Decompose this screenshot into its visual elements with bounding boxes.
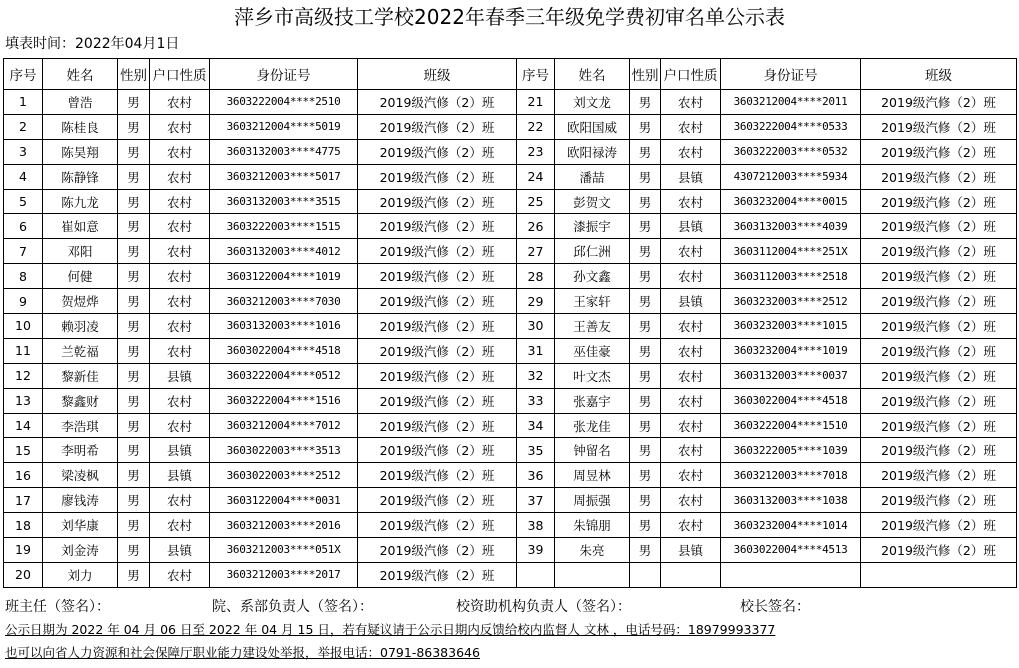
- cell-id: 3603212004****7012: [210, 413, 358, 438]
- header-class: 班级: [861, 59, 1017, 90]
- header-hukou: 户口性质: [661, 59, 721, 90]
- cell-id: 3603212003****7018: [721, 463, 861, 488]
- cell-sex: 男: [630, 114, 661, 139]
- cell-sex: 男: [630, 488, 661, 513]
- cell-seq: 37: [517, 488, 555, 513]
- cell-sex: 男: [630, 388, 661, 413]
- table-row: [4, 463, 1017, 488]
- cell-sex: 男: [118, 239, 150, 264]
- cell-id: [721, 562, 861, 587]
- cell-sex: 男: [118, 214, 150, 239]
- cell-id: 3603132003****4012: [210, 239, 358, 264]
- roster-body: [4, 90, 1017, 588]
- cell-id: 3603232004****0015: [721, 189, 861, 214]
- cell-sex: 男: [630, 139, 661, 164]
- cell-seq: 20: [4, 562, 43, 587]
- cell-id: 3603132003****4039: [721, 214, 861, 239]
- cell-name: 朱亮: [555, 538, 630, 563]
- cell-sex: 男: [118, 90, 150, 115]
- cell-hukou: 农村: [661, 513, 721, 538]
- cell-seq: 39: [517, 538, 555, 563]
- cell-class: 2019级汽修（2）班: [861, 338, 1017, 363]
- cell-id: 3603122004****1019: [210, 264, 358, 289]
- header-sex: 性别: [118, 59, 150, 90]
- cell-id: 3603222003****1515: [210, 214, 358, 239]
- table-row: [4, 164, 1017, 189]
- cell-sex: 男: [630, 513, 661, 538]
- cell-name: 刘华康: [43, 513, 118, 538]
- table-row: [4, 139, 1017, 164]
- cell-name: 周昱林: [555, 463, 630, 488]
- cell-id: 3603222004****0512: [210, 363, 358, 388]
- cell-hukou: 农村: [150, 413, 210, 438]
- cell-sex: 男: [630, 338, 661, 363]
- cell-seq: [517, 562, 555, 587]
- cell-class: 2019级汽修（2）班: [358, 413, 517, 438]
- cell-name: 梁凌枫: [43, 463, 118, 488]
- cell-id: 3603022004****4518: [210, 338, 358, 363]
- cell-hukou: 农村: [150, 90, 210, 115]
- cell-hukou: 县镇: [661, 289, 721, 314]
- header-hukou: 户口性质: [150, 59, 210, 90]
- cell-id: 3603022003****2512: [210, 463, 358, 488]
- cell-sex: 男: [630, 363, 661, 388]
- cell-class: 2019级汽修（2）班: [861, 413, 1017, 438]
- cell-id: 3603212004****5019: [210, 114, 358, 139]
- cell-hukou: 农村: [661, 139, 721, 164]
- cell-hukou: 农村: [150, 488, 210, 513]
- cell-class: 2019级汽修（2）班: [861, 463, 1017, 488]
- table-row: [4, 488, 1017, 513]
- cell-seq: 13: [4, 388, 43, 413]
- cell-hukou: 农村: [661, 90, 721, 115]
- cell-class: 2019级汽修（2）班: [861, 314, 1017, 339]
- table-row: [4, 214, 1017, 239]
- cell-name: 叶文杰: [555, 363, 630, 388]
- cell-name: 黎新佳: [43, 363, 118, 388]
- cell-hukou: 农村: [150, 388, 210, 413]
- cell-name: 王善友: [555, 314, 630, 339]
- cell-class: 2019级汽修（2）班: [358, 363, 517, 388]
- cell-id: 3603222005****1039: [721, 438, 861, 463]
- cell-id: 3603232003****1015: [721, 314, 861, 339]
- cell-name: 朱锦朋: [555, 513, 630, 538]
- cell-sex: 男: [118, 114, 150, 139]
- cell-name: 巫佳豪: [555, 338, 630, 363]
- cell-name: 王家轩: [555, 289, 630, 314]
- cell-id: 3603222004****2510: [210, 90, 358, 115]
- cell-class: [861, 562, 1017, 587]
- cell-sex: 男: [118, 413, 150, 438]
- aid-head-signature: 校资助机构负责人（签名）：: [456, 599, 631, 615]
- cell-class: 2019级汽修（2）班: [861, 264, 1017, 289]
- cell-class: 2019级汽修（2）班: [861, 189, 1017, 214]
- cell-hukou: 农村: [150, 314, 210, 339]
- table-row: [4, 438, 1017, 463]
- cell-name: 李浩琪: [43, 413, 118, 438]
- cell-id: 3603132003****1038: [721, 488, 861, 513]
- cell-name: 欧阳国威: [555, 114, 630, 139]
- cell-name: 钟留名: [555, 438, 630, 463]
- cell-sex: 男: [118, 388, 150, 413]
- cell-class: 2019级汽修（2）班: [358, 289, 517, 314]
- cell-class: 2019级汽修（2）班: [358, 114, 517, 139]
- cell-name: 李明希: [43, 438, 118, 463]
- cell-name: 彭贺文: [555, 189, 630, 214]
- cell-hukou: 农村: [150, 239, 210, 264]
- cell-sex: 男: [118, 513, 150, 538]
- cell-class: 2019级汽修（2）班: [861, 438, 1017, 463]
- cell-sex: 男: [630, 214, 661, 239]
- cell-class: 2019级汽修（2）班: [358, 388, 517, 413]
- cell-hukou: 县镇: [150, 463, 210, 488]
- cell-seq: 3: [4, 139, 43, 164]
- cell-hukou: 农村: [150, 189, 210, 214]
- header-name: 姓名: [43, 59, 118, 90]
- cell-name: 陈静锋: [43, 164, 118, 189]
- header-class: 班级: [358, 59, 517, 90]
- cell-hukou: 农村: [150, 264, 210, 289]
- cell-sex: 男: [118, 463, 150, 488]
- cell-seq: 22: [517, 114, 555, 139]
- cell-sex: 男: [118, 363, 150, 388]
- cell-seq: 18: [4, 513, 43, 538]
- cell-id: 3603132003****4775: [210, 139, 358, 164]
- cell-hukou: 农村: [661, 239, 721, 264]
- cell-sex: 男: [630, 314, 661, 339]
- cell-id: 3603122004****0031: [210, 488, 358, 513]
- cell-hukou: 农村: [661, 413, 721, 438]
- table-row: [4, 388, 1017, 413]
- cell-class: 2019级汽修（2）班: [358, 513, 517, 538]
- cell-id: 3603112004****251X: [721, 239, 861, 264]
- cell-id: 3603212003****2016: [210, 513, 358, 538]
- cell-class: 2019级汽修（2）班: [358, 488, 517, 513]
- table-row: [4, 513, 1017, 538]
- cell-sex: 男: [630, 239, 661, 264]
- cell-class: 2019级汽修（2）班: [861, 239, 1017, 264]
- cell-seq: 10: [4, 314, 43, 339]
- cell-id: 3603132003****1016: [210, 314, 358, 339]
- cell-id: 3603132003****3515: [210, 189, 358, 214]
- table-row: [4, 189, 1017, 214]
- cell-name: 陈桂良: [43, 114, 118, 139]
- cell-name: 邱仁洲: [555, 239, 630, 264]
- roster-table: [3, 58, 1017, 588]
- cell-sex: 男: [630, 164, 661, 189]
- cell-hukou: [661, 562, 721, 587]
- cell-hukou: 农村: [661, 438, 721, 463]
- cell-hukou: 农村: [150, 338, 210, 363]
- cell-class: 2019级汽修（2）班: [861, 114, 1017, 139]
- cell-name: 兰乾福: [43, 338, 118, 363]
- cell-id: 3603212003****7030: [210, 289, 358, 314]
- cell-seq: 12: [4, 363, 43, 388]
- cell-seq: 32: [517, 363, 555, 388]
- cell-seq: 17: [4, 488, 43, 513]
- cell-id: 3603222004****1516: [210, 388, 358, 413]
- cell-seq: 35: [517, 438, 555, 463]
- table-row: [4, 314, 1017, 339]
- cell-seq: 28: [517, 264, 555, 289]
- table-row: [4, 289, 1017, 314]
- cell-class: 2019级汽修（2）班: [861, 90, 1017, 115]
- fill-date: 填表时间：2022年04月1日: [5, 36, 180, 52]
- table-row: [4, 413, 1017, 438]
- cell-hukou: 农村: [150, 214, 210, 239]
- cell-id: 3603022004****4513: [721, 538, 861, 563]
- cell-name: 刘力: [43, 562, 118, 587]
- cell-seq: 33: [517, 388, 555, 413]
- cell-class: 2019级汽修（2）班: [861, 214, 1017, 239]
- cell-name: 陈昊翔: [43, 139, 118, 164]
- cell-hukou: 农村: [661, 363, 721, 388]
- cell-hukou: 农村: [661, 114, 721, 139]
- cell-seq: 29: [517, 289, 555, 314]
- cell-seq: 19: [4, 538, 43, 563]
- cell-seq: 1: [4, 90, 43, 115]
- cell-seq: 15: [4, 438, 43, 463]
- header-sex: 性别: [630, 59, 661, 90]
- cell-class: 2019级汽修（2）班: [358, 239, 517, 264]
- cell-sex: 男: [630, 289, 661, 314]
- cell-id: 3603212004****2011: [721, 90, 861, 115]
- cell-id: 3603212003****2017: [210, 562, 358, 587]
- cell-sex: 男: [118, 538, 150, 563]
- cell-name: 张龙佳: [555, 413, 630, 438]
- cell-hukou: 农村: [661, 463, 721, 488]
- cell-hukou: 县镇: [150, 538, 210, 563]
- notice-line-2: 也可以向省人力资源和社会保障厅职业能力建设处举报，举报电话：0791-86383646: [5, 645, 480, 660]
- cell-hukou: 县镇: [150, 363, 210, 388]
- cell-hukou: 农村: [661, 338, 721, 363]
- cell-id: 3603212003****5017: [210, 164, 358, 189]
- cell-sex: 男: [118, 289, 150, 314]
- cell-name: 崔如意: [43, 214, 118, 239]
- cell-hukou: 农村: [150, 289, 210, 314]
- class-teacher-signature: 班主任（签名）：: [5, 599, 110, 615]
- cell-id: 3603222004****0533: [721, 114, 861, 139]
- cell-name: 潘喆: [555, 164, 630, 189]
- cell-sex: 男: [118, 488, 150, 513]
- header-id: 身份证号: [210, 59, 358, 90]
- cell-id: 3603112003****2518: [721, 264, 861, 289]
- cell-seq: 38: [517, 513, 555, 538]
- cell-class: 2019级汽修（2）班: [358, 338, 517, 363]
- cell-seq: 5: [4, 189, 43, 214]
- cell-seq: 31: [517, 338, 555, 363]
- cell-id: 3603132003****0037: [721, 363, 861, 388]
- header-row: [4, 59, 1017, 90]
- cell-sex: 男: [630, 438, 661, 463]
- cell-sex: 男: [630, 189, 661, 214]
- cell-hukou: 县镇: [150, 438, 210, 463]
- cell-id: 3603232004****1019: [721, 338, 861, 363]
- cell-sex: 男: [118, 264, 150, 289]
- cell-name: 何健: [43, 264, 118, 289]
- cell-sex: 男: [118, 314, 150, 339]
- cell-sex: 男: [118, 338, 150, 363]
- cell-id: 3603222003****0532: [721, 139, 861, 164]
- cell-name: 贺煜烨: [43, 289, 118, 314]
- cell-name: 陈九龙: [43, 189, 118, 214]
- cell-class: 2019级汽修（2）班: [861, 488, 1017, 513]
- cell-seq: 8: [4, 264, 43, 289]
- principal-signature: 校长签名：: [740, 599, 810, 615]
- cell-hukou: 县镇: [661, 214, 721, 239]
- cell-seq: 2: [4, 114, 43, 139]
- cell-seq: 6: [4, 214, 43, 239]
- cell-id: 3603022003****3513: [210, 438, 358, 463]
- table-row: [4, 264, 1017, 289]
- cell-class: 2019级汽修（2）班: [358, 189, 517, 214]
- cell-id: 3603232003****2512: [721, 289, 861, 314]
- cell-sex: 男: [630, 264, 661, 289]
- table-row: [4, 114, 1017, 139]
- table-row: [4, 538, 1017, 563]
- header-id: 身份证号: [721, 59, 861, 90]
- cell-class: 2019级汽修（2）班: [358, 164, 517, 189]
- cell-class: 2019级汽修（2）班: [861, 388, 1017, 413]
- cell-hukou: 农村: [661, 264, 721, 289]
- cell-id: 3603212003****051X: [210, 538, 358, 563]
- cell-name: 欧阳禄涛: [555, 139, 630, 164]
- cell-seq: 14: [4, 413, 43, 438]
- cell-seq: 24: [517, 164, 555, 189]
- cell-name: 刘金涛: [43, 538, 118, 563]
- cell-id: 3603222004****1510: [721, 413, 861, 438]
- cell-sex: 男: [118, 438, 150, 463]
- cell-sex: 男: [630, 90, 661, 115]
- cell-hukou: 农村: [661, 314, 721, 339]
- header-seq: 序号: [517, 59, 555, 90]
- cell-seq: 21: [517, 90, 555, 115]
- table-row: [4, 239, 1017, 264]
- cell-name: 邓阳: [43, 239, 118, 264]
- cell-class: 2019级汽修（2）班: [861, 363, 1017, 388]
- cell-class: 2019级汽修（2）班: [358, 463, 517, 488]
- cell-hukou: 农村: [150, 164, 210, 189]
- cell-name: 周振强: [555, 488, 630, 513]
- cell-class: 2019级汽修（2）班: [861, 538, 1017, 563]
- cell-hukou: 农村: [661, 488, 721, 513]
- cell-class: 2019级汽修（2）班: [358, 90, 517, 115]
- cell-name: 黎鑫财: [43, 388, 118, 413]
- cell-id: 4307212003****5934: [721, 164, 861, 189]
- cell-hukou: 县镇: [661, 164, 721, 189]
- cell-hukou: 县镇: [661, 538, 721, 563]
- header-seq: 序号: [4, 59, 43, 90]
- dept-head-signature: 院、系部负责人（签名）：: [212, 599, 373, 615]
- cell-id: 3603022004****4518: [721, 388, 861, 413]
- cell-class: 2019级汽修（2）班: [861, 164, 1017, 189]
- cell-class: 2019级汽修（2）班: [861, 513, 1017, 538]
- cell-sex: 男: [630, 538, 661, 563]
- cell-seq: 23: [517, 139, 555, 164]
- cell-sex: 男: [118, 164, 150, 189]
- table-row: [4, 90, 1017, 115]
- cell-class: 2019级汽修（2）班: [358, 562, 517, 587]
- cell-hukou: 农村: [661, 189, 721, 214]
- cell-name: 廖钱涛: [43, 488, 118, 513]
- cell-class: 2019级汽修（2）班: [358, 538, 517, 563]
- cell-name: 漆振宇: [555, 214, 630, 239]
- cell-sex: 男: [118, 562, 150, 587]
- cell-name: 刘文龙: [555, 90, 630, 115]
- cell-name: 赖羽凌: [43, 314, 118, 339]
- cell-class: 2019级汽修（2）班: [861, 289, 1017, 314]
- cell-sex: 男: [630, 463, 661, 488]
- cell-seq: 16: [4, 463, 43, 488]
- notice-line-1: 公示日期为 2022 年 04 月 06 日至 2022 年 04 月 15 日，若有疑议请于公示日期内反馈给校内监督人 文林 ，电话号码：18979993377: [5, 622, 776, 637]
- cell-id: 3603232004****1014: [721, 513, 861, 538]
- table-row: [4, 363, 1017, 388]
- cell-hukou: 农村: [150, 139, 210, 164]
- cell-hukou: 农村: [661, 388, 721, 413]
- cell-seq: 4: [4, 164, 43, 189]
- cell-hukou: 农村: [150, 114, 210, 139]
- cell-class: 2019级汽修（2）班: [358, 214, 517, 239]
- cell-seq: 30: [517, 314, 555, 339]
- cell-name: 曾浩: [43, 90, 118, 115]
- signature-row: [0, 596, 1019, 616]
- cell-seq: 26: [517, 214, 555, 239]
- cell-class: 2019级汽修（2）班: [358, 139, 517, 164]
- cell-hukou: 农村: [150, 513, 210, 538]
- cell-seq: 34: [517, 413, 555, 438]
- cell-seq: 25: [517, 189, 555, 214]
- cell-seq: 11: [4, 338, 43, 363]
- cell-class: 2019级汽修（2）班: [358, 314, 517, 339]
- table-row: [4, 338, 1017, 363]
- cell-sex: 男: [118, 139, 150, 164]
- header-name: 姓名: [555, 59, 630, 90]
- cell-class: 2019级汽修（2）班: [861, 139, 1017, 164]
- cell-name: 张嘉宇: [555, 388, 630, 413]
- cell-seq: 7: [4, 239, 43, 264]
- cell-hukou: 农村: [150, 562, 210, 587]
- page-title: 萍乡市高级技工学校2022年春季三年级免学费初审名单公示表: [234, 5, 785, 29]
- cell-class: 2019级汽修（2）班: [358, 438, 517, 463]
- cell-name: 孙文鑫: [555, 264, 630, 289]
- cell-seq: 9: [4, 289, 43, 314]
- cell-sex: 男: [630, 413, 661, 438]
- cell-sex: 男: [118, 189, 150, 214]
- cell-name: [555, 562, 630, 587]
- cell-sex: [630, 562, 661, 587]
- cell-seq: 36: [517, 463, 555, 488]
- cell-class: 2019级汽修（2）班: [358, 264, 517, 289]
- cell-seq: 27: [517, 239, 555, 264]
- table-row: [4, 562, 1017, 587]
